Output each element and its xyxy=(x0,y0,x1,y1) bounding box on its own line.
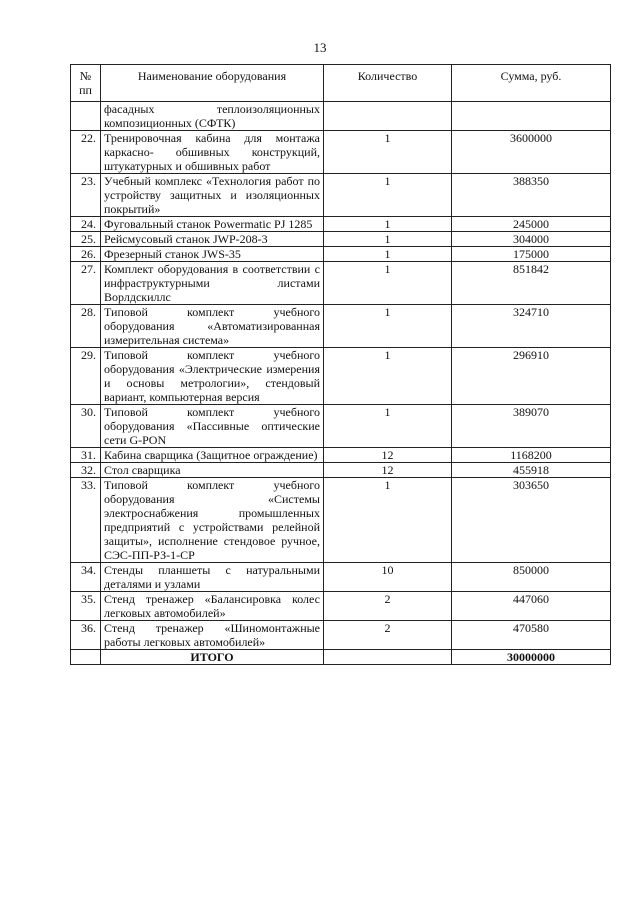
cell-sum: 304000 xyxy=(452,232,611,247)
table-row xyxy=(71,131,611,174)
table-row xyxy=(71,448,611,463)
cell-name: Стенды планшеты с натуральными деталями и узлами xyxy=(101,563,324,592)
cell-num: 23. xyxy=(71,174,101,217)
cell-qty: 2 xyxy=(324,621,452,650)
cell-name: Стол сварщика xyxy=(101,463,324,478)
cell-qty: 1 xyxy=(324,217,452,232)
cell-sum: 851842 xyxy=(452,262,611,305)
cell-name: Типовой комплект учебного оборудования «Системы электроснабжения промышленных предприятий с устройствами релейной защиты», исполнение стендовое ручное, СЭС-ПП-РЗ-1-СР xyxy=(101,478,324,563)
table-row xyxy=(71,262,611,305)
table-row xyxy=(71,102,611,131)
equipment-table xyxy=(70,64,611,665)
cell-qty: 1 xyxy=(324,262,452,305)
table-row xyxy=(71,348,611,405)
table-row xyxy=(71,563,611,592)
cell-num: 33. xyxy=(71,478,101,563)
cell-qty: 1 xyxy=(324,478,452,563)
table-row xyxy=(71,247,611,262)
table-row xyxy=(71,405,611,448)
cell-qty: 12 xyxy=(324,448,452,463)
table-row xyxy=(71,174,611,217)
cell-sum xyxy=(452,102,611,131)
header-name: Наименование оборудования xyxy=(101,65,324,102)
cell-qty: 1 xyxy=(324,348,452,405)
cell-sum: 324710 xyxy=(452,305,611,348)
cell-sum: 447060 xyxy=(452,592,611,621)
cell-qty: 1 xyxy=(324,232,452,247)
cell-qty: 1 xyxy=(324,405,452,448)
table-header-row xyxy=(71,65,611,102)
cell-qty xyxy=(324,102,452,131)
table-row xyxy=(71,478,611,563)
cell-sum: 389070 xyxy=(452,405,611,448)
table-row xyxy=(71,592,611,621)
cell-sum: 388350 xyxy=(452,174,611,217)
cell-num: 22. xyxy=(71,131,101,174)
cell-qty: 12 xyxy=(324,463,452,478)
page-number: 13 xyxy=(313,40,327,55)
cell-qty: 10 xyxy=(324,563,452,592)
cell-num: 24. xyxy=(71,217,101,232)
cell-sum: 175000 xyxy=(452,247,611,262)
cell-num: 28. xyxy=(71,305,101,348)
header-qty: Количество xyxy=(324,65,452,102)
cell-name: Тренировочная кабина для монтажа каркасно- обшивных конструкций, штукатурных и обшивных работ xyxy=(101,131,324,174)
cell-num: 35. xyxy=(71,592,101,621)
cell-qty: 2 xyxy=(324,592,452,621)
cell-num: 36. xyxy=(71,621,101,650)
cell-num: 26. xyxy=(71,247,101,262)
cell-qty: 1 xyxy=(324,305,452,348)
cell-name: Учебный комплекс «Технология работ по устройству защитных и изоляционных покрытий» xyxy=(101,174,324,217)
cell-name: фасадных теплоизоляционных композиционных (СФТК) xyxy=(101,102,324,131)
cell-sum: 1168200 xyxy=(452,448,611,463)
cell-name: Типовой комплект учебного оборудования «Пассивные оптические сети G-PON xyxy=(101,405,324,448)
cell-sum: 296910 xyxy=(452,348,611,405)
total-sum: 30000000 xyxy=(452,650,611,665)
table-body xyxy=(71,102,611,665)
cell-num: 25. xyxy=(71,232,101,247)
table-row xyxy=(71,217,611,232)
table-row xyxy=(71,305,611,348)
total-row xyxy=(71,650,611,665)
cell-name: Типовой комплект учебного оборудования «Автоматизированная измерительная система» xyxy=(101,305,324,348)
cell-name: Фрезерный станок JWS-35 xyxy=(101,247,324,262)
cell-sum: 470580 xyxy=(452,621,611,650)
cell-sum: 3600000 xyxy=(452,131,611,174)
cell-sum: 245000 xyxy=(452,217,611,232)
total-qty-cell xyxy=(324,650,452,665)
cell-sum: 455918 xyxy=(452,463,611,478)
cell-num: 31. xyxy=(71,448,101,463)
cell-name: Стенд тренажер «Шиномонтажные работы легковых автомобилей» xyxy=(101,621,324,650)
cell-sum: 303650 xyxy=(452,478,611,563)
cell-num: 32. xyxy=(71,463,101,478)
total-label: ИТОГО xyxy=(101,650,324,665)
cell-name: Кабина сварщика (Защитное ограждение) xyxy=(101,448,324,463)
table-row xyxy=(71,463,611,478)
cell-num: 30. xyxy=(71,405,101,448)
cell-name: Типовой комплект учебного оборудования «Электрические измерения и основы метрологии», стендовый вариант, компьютерная версия xyxy=(101,348,324,405)
cell-name: Фуговальный станок Powermatic PJ 1285 xyxy=(101,217,324,232)
cell-name: Комплект оборудования в соответствии с инфраструктурными листами Ворлдскиллс xyxy=(101,262,324,305)
total-num-cell xyxy=(71,650,101,665)
cell-num: 27. xyxy=(71,262,101,305)
table-row xyxy=(71,621,611,650)
cell-name: Стенд тренажер «Балансировка колес легковых автомобилей» xyxy=(101,592,324,621)
table-row xyxy=(71,232,611,247)
cell-name: Рейсмусовый станок JWP-208-3 xyxy=(101,232,324,247)
cell-qty: 1 xyxy=(324,174,452,217)
header-sum: Сумма, руб. xyxy=(452,65,611,102)
cell-qty: 1 xyxy=(324,131,452,174)
cell-sum: 850000 xyxy=(452,563,611,592)
cell-num xyxy=(71,102,101,131)
header-num: № пп xyxy=(71,65,101,102)
cell-qty: 1 xyxy=(324,247,452,262)
cell-num: 29. xyxy=(71,348,101,405)
cell-num: 34. xyxy=(71,563,101,592)
